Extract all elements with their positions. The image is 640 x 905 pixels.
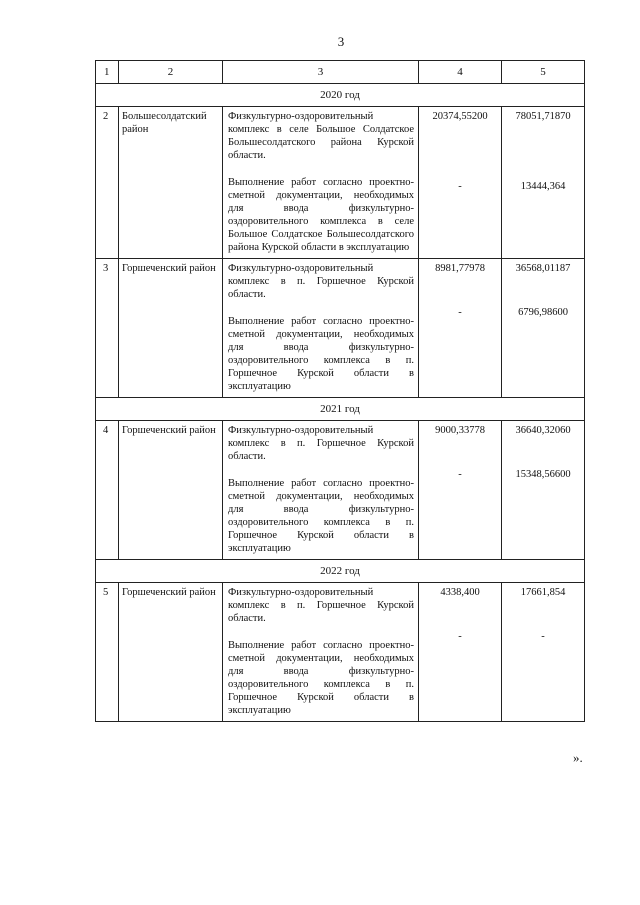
district-cell: Большесолдатский район [119, 107, 223, 259]
col4-main-value: 8981,77978 [435, 263, 485, 274]
col5-cell [502, 421, 585, 560]
year-label: 2022 год [96, 560, 585, 583]
object-cell [223, 421, 419, 560]
header-col-3: 3 [223, 61, 419, 84]
col5-sub-value: 13444,364 [520, 181, 566, 192]
object-cell [223, 107, 419, 259]
table-row [96, 107, 585, 259]
table-row [96, 421, 585, 560]
object-name: Физкультурно-оздоровительный комплекс в п. Горшечное Курской области. [228, 425, 414, 462]
col5-sub-value: 6796,98600 [518, 307, 568, 318]
col4-main-value: 4338,400 [440, 587, 480, 598]
table-row [96, 583, 585, 722]
col5-main-value: 36640,32060 [515, 425, 571, 436]
object-name: Физкультурно-оздоровительный комплекс в п. Горшечное Курской области. [228, 587, 414, 624]
col4-sub-value: - [458, 307, 462, 318]
year-label: 2020 год [96, 84, 585, 107]
col5-cell [502, 583, 585, 722]
work-description: Выполнение работ согласно проектно-сметной документации, необходимых для ввода физкультурно-оздоровительного комплекса в п. Горшечное Курской области в эксплуатацию [228, 640, 414, 716]
header-col-5: 5 [502, 61, 585, 84]
col4-cell [419, 583, 502, 722]
col4-sub-value: - [458, 181, 462, 192]
district-cell: Горшеченский район [119, 583, 223, 722]
col5-main-value: 36568,01187 [515, 263, 571, 274]
row-number: 2 [96, 107, 119, 259]
col4-sub-value: - [458, 631, 462, 642]
header-col-2: 2 [119, 61, 223, 84]
row-number: 3 [96, 259, 119, 398]
program-table [95, 60, 585, 722]
col4-sub-value: - [458, 469, 462, 480]
object-cell [223, 583, 419, 722]
row-number: 5 [96, 583, 119, 722]
row-number: 4 [96, 421, 119, 560]
col4-main-value: 9000,33778 [435, 425, 485, 436]
col4-cell [419, 421, 502, 560]
col4-cell [419, 107, 502, 259]
closing-quote: ». [573, 750, 583, 765]
header-col-4: 4 [419, 61, 502, 84]
object-cell [223, 259, 419, 398]
object-name: Физкультурно-оздоровительный комплекс в п. Горшечное Курской области. [228, 263, 414, 300]
col5-cell [502, 107, 585, 259]
district-cell: Горшеченский район [119, 421, 223, 560]
year-label: 2021 год [96, 398, 585, 421]
col4-main-value: 20374,55200 [432, 111, 488, 122]
year-row [96, 560, 585, 583]
col5-cell [502, 259, 585, 398]
year-row [96, 398, 585, 421]
header-col-1: 1 [96, 61, 119, 84]
district-cell: Горшеченский район [119, 259, 223, 398]
work-description: Выполнение работ согласно проектно-сметной документации, необходимых для ввода физкультурно-оздоровительного комплекса в п. Горшечное Курской области в эксплуатацию [228, 316, 414, 392]
col4-cell [419, 259, 502, 398]
col5-sub-value: 15348,56600 [515, 469, 571, 480]
header-row [96, 61, 585, 84]
col5-sub-value: - [541, 631, 545, 642]
work-description: Выполнение работ согласно проектно-сметной документации, необходимых для ввода физкультурно-оздоровительного комплекса в п. Горшечное Курской области в эксплуатацию [228, 478, 414, 554]
page-number: 3 [337, 34, 345, 49]
object-name: Физкультурно-оздоровительный комплекс в селе Большое Солдатское Большесолдатского района Курской области. [228, 111, 414, 161]
work-description: Выполнение работ согласно проектно-сметной документации, необходимых для ввода физкультурно-оздоровительного комплекса в селе Большое Солдатское Большесолдатского района Курской области в эксплуатацию [228, 177, 414, 253]
year-row [96, 84, 585, 107]
col5-main-value: 78051,71870 [515, 111, 571, 122]
table-row [96, 259, 585, 398]
col5-main-value: 17661,854 [520, 587, 566, 598]
